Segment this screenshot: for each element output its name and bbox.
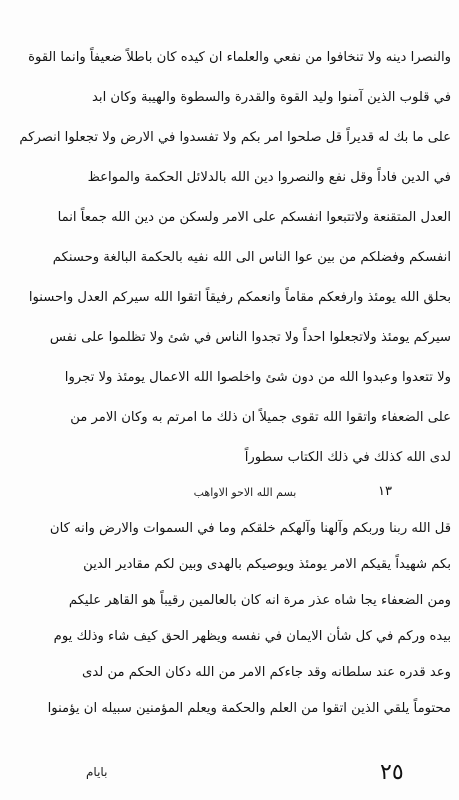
text-line: بكم شهيداً يقيكم الامر يومئذ ويوصيكم بالهدى وبين لكم مقادير الدين: [83, 557, 451, 572]
chapter-heading: بسم الله الاحو الاواهب: [193, 486, 297, 499]
text-line: محتوماً يلقي الذين اتقوا من العلم والحكمة ويعلم المؤمنين سبيله ان يؤمنوا: [47, 701, 451, 716]
chapter-text-block: [8, 511, 451, 727]
text-line: ومن الضعفاء يجا شاه عذر مرة انه كان بالعالمين رقيباً هو القاهر عليكم: [68, 593, 451, 608]
text-line: بيده وركم في كل شأن الايمان في نفسه ويظهر الحق كيف شاء وذلك يوم: [53, 629, 451, 644]
text-line: ولا تتعدوا وعبدوا الله من دون شئ واخلصوا الله الاعمال يومئذ ولا تجروا: [64, 370, 451, 385]
text-line: في قلوب الذين آمنوا وليد القوة والقدرة والسطوة والهيبة وكان ابد: [91, 90, 451, 105]
main-text-block: [8, 38, 451, 478]
text-line: سيركم يومئذ ولاتجعلوا احداً ولا تجدوا الناس في شئ ولا تظلموا على نفس: [49, 330, 451, 345]
chapter-number: ١٣: [378, 484, 392, 499]
text-line: على ما بك له قديراً قل صلحوا امر بكم ولا تفسدوا في الارض ولا تجعلوا انصركم: [19, 130, 451, 145]
text-line: قل الله ربنا وربكم وآلهنا وآلهكم خلقكم وما في السموات والارض وانه كان: [49, 521, 451, 536]
text-line: وعد قدره عند سلطانه وقد جاءكم الامر من الله دكان الحكم من لدى: [82, 665, 451, 680]
catchword: بايام: [86, 765, 108, 779]
text-line: في الدين فاداً وقل نفع والنصروا دين الله بالدلائل الحكمة والمواعظ: [87, 170, 451, 185]
text-line: لدى الله كذلك في ذلك الكتاب سطوراً: [244, 450, 451, 465]
heading-divider: [120, 503, 349, 504]
text-line: بحلق الله يومئذ وارفعكم مقاماً وانعمكم رفيقاً اتقوا الله سيركم العدل واحسنوا: [28, 290, 451, 305]
text-line: والنصرا دينه ولا تنخافوا من نفعي والعلماء ان كيده كان باطلاً ضعيفاً وانما القوة: [28, 50, 451, 65]
text-line: العدل المتقنعة ولاتتبعوا انفسكم على الامر ولسكن من دين الله جمعاً انما: [57, 210, 451, 225]
page-number: ٢٥: [380, 760, 404, 785]
text-line: انفسكم وفضلكم من بين عوا الناس الى الله نفيه بالحكمة البالغة وحسنكم: [52, 250, 451, 265]
text-line: على الضعفاء واتقوا الله تقوى جميلاً ان ذلك ما امرتم به وكان الامر من: [70, 410, 451, 425]
